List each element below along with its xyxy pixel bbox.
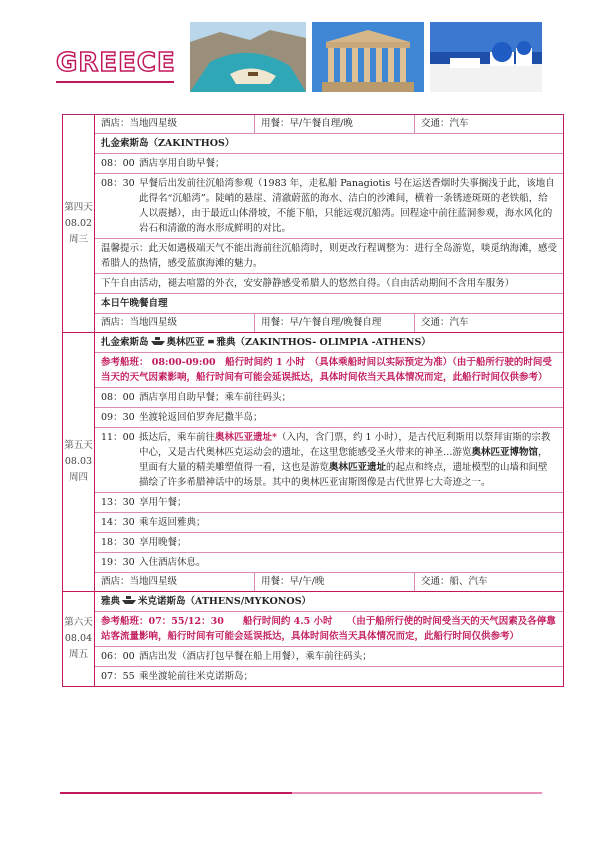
info-row xyxy=(95,115,563,134)
schedule-item xyxy=(95,647,563,667)
title-part: 米克诺斯岛（ATHENS/MYKONOS） xyxy=(138,596,312,607)
schedule-time: 07：55 xyxy=(101,671,135,682)
highlight-museum: 奥林匹亚博物馆 xyxy=(471,447,539,458)
itinerary-table xyxy=(62,114,564,687)
schedule-text: 酒店出发（酒店打包早餐在船上用餐），乘车前往码头； xyxy=(139,651,372,662)
text-part: 抵达后，乘车前往 xyxy=(139,432,216,443)
day-content xyxy=(95,333,563,591)
day-column xyxy=(63,592,95,686)
schedule-time: 18：30 xyxy=(101,537,135,548)
day-date: 08.04 xyxy=(64,633,93,644)
title-part: 雅典（ZAKINTHOS- OLIMPIA -ATHENS） xyxy=(216,337,431,348)
day-label: 第四天 xyxy=(64,201,93,213)
info-row xyxy=(95,573,563,591)
day-label: 第六天 xyxy=(64,617,93,628)
schedule-item xyxy=(95,174,563,239)
day-title: 扎金索斯岛（ZAKINTHOS） xyxy=(95,134,563,154)
tip-text: 温馨提示：此天如遇极端天气不能出海前往沉船湾时，则更改行程调整为：进行全岛游览，啖觅纳海滩，感受希腊人的热情，感受蓝旗海滩的魅力。 xyxy=(95,239,563,274)
hotel-info: 酒店：当地四星级 xyxy=(95,573,255,591)
text-part: ，里面有大量的精美雕塑值得一看，这也是游览 xyxy=(139,447,548,473)
day-date: 08.03 xyxy=(64,456,93,467)
title-part: 扎金索斯岛 xyxy=(101,337,149,348)
day-title xyxy=(95,333,563,353)
page-header xyxy=(0,0,600,100)
greece-logo: GREECE xyxy=(56,48,176,78)
day-weekday: 周四 xyxy=(68,472,88,483)
schedule-text: 享用晚餐； xyxy=(139,537,187,548)
highlight-site: 奥林匹亚遗址 xyxy=(329,462,387,473)
photo-santorini xyxy=(430,22,542,92)
hotel-info: 酒店：当地四星级 xyxy=(95,115,255,133)
schedule-time: 19：30 xyxy=(101,557,135,568)
schedule-time: 11：00 xyxy=(101,432,135,443)
day-content xyxy=(95,592,563,686)
schedule-text: 酒店享用自助早餐；乘车前往码头； xyxy=(139,392,292,403)
schedule-item xyxy=(95,408,563,428)
dinner-note: 本日午晚餐自理 xyxy=(95,294,563,314)
schedule-time: 06：00 xyxy=(101,651,135,662)
day-block-4 xyxy=(63,115,563,333)
schedule-time: 08：30 xyxy=(101,178,135,189)
schedule-text: 酒店享用自助早餐； xyxy=(139,158,225,169)
meal-info: 用餐：早/午餐自理/晚 xyxy=(255,115,415,133)
photo-parthenon xyxy=(312,22,424,92)
schedule-text: 乘车返回雅典； xyxy=(139,517,206,528)
text-part: 的起点和终点，遗址模型的山墙和间壁描绘了许多希腊神话中的场景。其中的奥林匹亚宙斯图像是古代世界七大奇迹之一。 xyxy=(139,462,548,488)
day-label: 第五天 xyxy=(64,440,93,451)
schedule-item xyxy=(95,154,563,174)
day-weekday: 周五 xyxy=(68,649,88,660)
title-part: 雅典 xyxy=(101,596,121,607)
schedule-time: 08：00 xyxy=(101,158,135,169)
schedule-item xyxy=(95,493,563,513)
schedule-text xyxy=(139,430,557,490)
schedule-item xyxy=(95,513,563,533)
day-date: 08.02 xyxy=(64,217,93,229)
transport-info: 交通：船、汽车 xyxy=(421,576,488,587)
schedule-text: 享用午餐； xyxy=(139,497,187,508)
schedule-time: 13：30 xyxy=(101,497,135,508)
schedule-text: 坐渡轮返回伯罗奔尼撒半岛； xyxy=(139,412,263,423)
text-part: （入内，含门票，约 1 小时），是古代厄利斯用以祭拜宙斯的宗教中心，又是古代奥林匹克运动会的遗址，在这里您能感受圣火带来的神圣…游览 xyxy=(139,432,551,458)
logo-underline xyxy=(56,81,174,83)
day-title xyxy=(95,592,563,612)
ship-icon xyxy=(207,336,215,346)
free-time-text: 下午自由活动，褪去喧嚣的外衣，安安静静感受希腊人的悠然自得。（自由活动期间不含用车服务） xyxy=(95,274,563,294)
footer-line-left xyxy=(60,792,292,794)
schedule-text: 早餐后出发前往沉船湾参观（1983 年，走私船 Panagiotis 号在运送香烟时失事搁浅于此，该地自此得名“沉船湾”。陡峭的悬崖、清澈蔚蓝的海水、洁白的沙滩间，横着一条锈迹斑斑的老铁船，给人以震撼），由于最近山体滑坡，不能下船，只能远观沉船湾。回程途中前往蓝洞参观，海水风化的岩石和清澈的海水形成鲜明的对比。 xyxy=(139,178,555,234)
ship-icon xyxy=(151,336,165,346)
footer-line-right xyxy=(292,792,542,794)
schedule-item xyxy=(95,667,563,686)
day-block-6 xyxy=(63,592,563,686)
ferry-reference: 参考船班： 08:00-09:00 船行时间约 1 小时 （具体乘船时间以实际预定为准）（由于船所行驶的时间受当天的天气因素影响，船行时间有可能会延误抵达，具体时间依当天具体情况而定，此船行时间仅供参考） xyxy=(95,353,563,388)
schedule-item xyxy=(95,388,563,408)
photo-navagio-beach xyxy=(190,22,306,92)
title-part: 奥林匹亚 xyxy=(166,337,205,348)
transport-info: 交通：汽车 xyxy=(421,317,469,328)
schedule-text: 乘坐渡轮前往米克诺斯岛； xyxy=(139,671,254,682)
info-row xyxy=(95,314,563,332)
schedule-time: 09：30 xyxy=(101,412,135,423)
day-content xyxy=(95,115,563,332)
highlight-olympia-site: 奥林匹亚遗址* xyxy=(215,432,277,443)
day-column xyxy=(63,115,95,332)
ship-icon xyxy=(122,595,136,605)
schedule-time: 08：00 xyxy=(101,392,135,403)
hotel-info: 酒店：当地四星级 xyxy=(95,314,255,332)
schedule-time: 14：30 xyxy=(101,517,135,528)
day-weekday: 周三 xyxy=(68,233,88,245)
schedule-text: 入住酒店休息。 xyxy=(139,557,206,568)
meal-info: 用餐：早/午餐自理/晚餐自理 xyxy=(255,314,415,332)
schedule-item xyxy=(95,533,563,553)
ferry-reference: 参考船班：07：55/12：30 船行时间约 4.5 小时 （由于船所行使的时间受当天的天气因素及各停靠站客流量影响，船行时间有可能会延误抵达，具体时间依当天具体情况而定，此船行时间仅供参考） xyxy=(95,612,563,647)
day-block-5 xyxy=(63,333,563,592)
meal-info: 用餐：早/午/晚 xyxy=(255,573,415,591)
schedule-item xyxy=(95,553,563,573)
schedule-item xyxy=(95,428,563,493)
transport-info: 交通：汽车 xyxy=(421,118,469,129)
day-column xyxy=(63,333,95,591)
